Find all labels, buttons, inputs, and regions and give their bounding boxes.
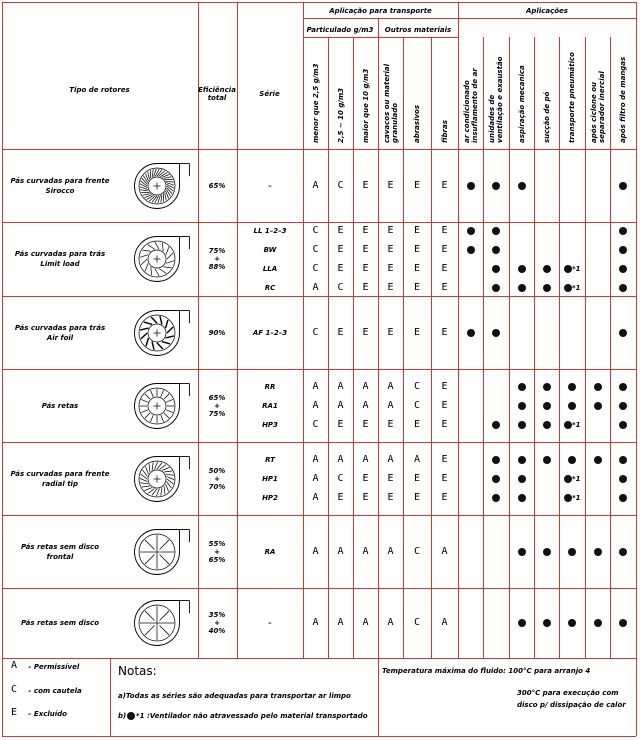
rating-letter: C — [312, 262, 319, 274]
rating-letter: C — [337, 281, 344, 293]
column-header: aspiração mecanica — [517, 65, 526, 143]
application-dot-icon — [619, 383, 627, 391]
rating-letter: E — [413, 491, 421, 503]
rating-letter: A — [312, 281, 319, 293]
rating-letter: C — [312, 418, 319, 430]
rating-letter: C — [413, 399, 421, 411]
rating-letter: A — [441, 617, 448, 628]
efficiency-text: 65% — [208, 393, 226, 402]
application-dot-icon — [619, 494, 627, 502]
rotor-type-sublabel: radial tip — [42, 479, 78, 488]
application-dot-icon — [518, 619, 526, 627]
application-dot-icon — [568, 619, 576, 627]
application-dot-icon — [518, 494, 526, 502]
rating-letter: E — [337, 491, 344, 503]
rotor-type-label: Pás retas — [41, 401, 79, 410]
application-dot-icon — [467, 182, 475, 190]
efficiency-text: 65% — [208, 181, 226, 190]
grid-line — [2, 222, 636, 223]
legend-letter-c: C — [10, 684, 18, 695]
efficiency-text: + — [214, 255, 220, 263]
header-aplicacoes: Aplicações — [526, 7, 568, 15]
rating-letter: E — [387, 262, 394, 274]
rotor-type-label: Pás curvadas para trás — [14, 323, 106, 332]
rating-letter: A — [387, 617, 394, 628]
rating-letter: E — [387, 281, 394, 293]
application-dot-icon — [492, 475, 500, 483]
temperature-line1: Temperatura máxima do fluido: 100°C para arranjo 4 — [382, 667, 591, 675]
application-dot-icon — [594, 402, 602, 410]
efficiency-text: + — [214, 619, 220, 627]
rating-letter: C — [337, 472, 344, 484]
efficiency-value — [198, 540, 236, 564]
application-mark: *1 — [572, 283, 581, 292]
column-header: transporte pneumático — [568, 52, 576, 143]
rotor-type-name — [4, 619, 116, 627]
application-dot-icon — [568, 548, 576, 556]
grid-line — [303, 37, 458, 38]
grid-line — [303, 2, 304, 658]
application-dot-icon — [619, 402, 627, 410]
rating-letter: E — [441, 281, 448, 293]
efficiency-text: 50% — [208, 466, 226, 475]
rotor-type-name — [4, 177, 116, 195]
efficiency-value — [198, 247, 236, 271]
grid-line — [2, 658, 636, 659]
rating-letter: A — [312, 399, 319, 411]
rating-letter: E — [413, 418, 421, 430]
legend-text-a: – Permissível — [28, 663, 80, 671]
application-dot-icon — [568, 402, 576, 410]
grid-line — [534, 37, 535, 658]
air-foil-rotor-icon — [121, 304, 193, 362]
efficiency-text: 55% — [208, 539, 226, 548]
rating-letter: A — [387, 399, 394, 411]
rating-letter: E — [387, 418, 394, 430]
application-dot-icon — [543, 284, 551, 292]
rating-letter: A — [362, 453, 369, 465]
efficiency-text: 75% — [208, 409, 226, 418]
grid-line — [431, 37, 432, 658]
application-dot-icon — [543, 421, 551, 429]
rating-letter: E — [362, 326, 369, 338]
application-mark: *1 — [572, 493, 581, 502]
notes-title: Notas: — [118, 664, 157, 678]
application-dot-icon — [568, 456, 576, 464]
grid-line — [2, 515, 636, 516]
application-dot-icon — [492, 284, 500, 292]
radial-tip-rotor-icon — [121, 450, 193, 508]
rating-letter: A — [312, 545, 319, 557]
grid-line — [2, 369, 636, 370]
application-dot-icon — [564, 475, 572, 483]
serie-label: LL 1–2–3 — [253, 226, 287, 235]
rating-letter: C — [413, 617, 421, 628]
rating-letter: E — [441, 453, 448, 465]
grid-line — [585, 37, 586, 658]
efficiency-text: + — [214, 547, 220, 556]
rating-letter: E — [441, 243, 448, 255]
rating-letter: E — [413, 262, 421, 274]
header-eficiencia: Eficiência total — [198, 86, 236, 102]
application-dot-icon — [543, 265, 551, 273]
application-dot-icon — [518, 475, 526, 483]
rating-letter: E — [362, 281, 369, 293]
rating-letter: A — [387, 545, 394, 557]
application-dot-icon — [518, 182, 526, 190]
application-dot-icon — [543, 456, 551, 464]
efficiency-value — [198, 182, 236, 190]
column-header: fibras — [440, 120, 449, 143]
notes-b-prefix: b) — [118, 712, 127, 720]
notes-dot-icon — [127, 712, 135, 720]
grid-line — [353, 37, 354, 658]
application-dot-icon — [619, 548, 627, 556]
column-header: abrasivos — [413, 104, 421, 143]
application-dot-icon — [568, 383, 576, 391]
rating-letter: A — [362, 380, 369, 392]
application-dot-icon — [564, 421, 572, 429]
grid-line — [2, 588, 636, 589]
rating-letter: E — [413, 224, 421, 236]
application-dot-icon — [619, 619, 627, 627]
rating-letter: E — [387, 243, 394, 255]
application-mark: *1 — [572, 474, 581, 483]
efficiency-text: 90% — [208, 328, 226, 337]
rating-letter: A — [312, 617, 319, 628]
rating-letter: E — [413, 281, 421, 293]
rating-letter: E — [441, 224, 448, 236]
column-header: maior que 10 g/m3 — [361, 68, 370, 143]
grid-line — [509, 37, 510, 658]
grid-line — [2, 149, 636, 150]
rating-letter: A — [337, 453, 344, 465]
grid-line — [2, 736, 636, 737]
application-dot-icon — [619, 329, 627, 337]
grid-line — [2, 2, 636, 3]
rating-letter: E — [362, 224, 369, 236]
notes-a: a)Todas as séries são adequadas para transportar ar limpo — [118, 692, 351, 700]
rating-letter: A — [337, 617, 344, 628]
serie-label: – — [268, 181, 272, 190]
rating-letter: A — [413, 453, 421, 465]
rotor-type-label: Pás retas sem disco — [20, 542, 100, 551]
grid-line — [378, 658, 379, 736]
rotor-type-label: Pás curvadas para frente — [10, 176, 110, 185]
efficiency-text: 88% — [208, 263, 226, 271]
grid-line — [2, 442, 636, 443]
rating-letter: E — [362, 491, 369, 503]
legend-text-e: – Excluído — [28, 710, 67, 718]
column-header: menor que 2,5 g/m3 — [311, 63, 320, 143]
application-mark: *1 — [572, 420, 581, 429]
application-mark: *1 — [572, 264, 581, 273]
rating-letter: E — [387, 326, 394, 338]
rotor-type-sublabel: Sirocco — [45, 186, 75, 195]
efficiency-value — [198, 329, 236, 337]
rating-letter: E — [441, 399, 448, 411]
rating-letter: E — [337, 243, 344, 255]
open-radial-rotor-icon — [121, 523, 193, 581]
efficiency-value — [198, 394, 236, 418]
rating-letter: E — [337, 224, 344, 236]
rating-letter: E — [441, 491, 448, 503]
rating-letter: E — [387, 224, 394, 236]
limit-load-rotor-icon — [121, 230, 193, 288]
header-serie: Série — [259, 90, 280, 98]
radial-blade-rotor-icon — [121, 377, 193, 435]
grid-line — [483, 37, 484, 658]
application-dot-icon — [518, 421, 526, 429]
application-dot-icon — [564, 265, 572, 273]
serie-label: BW — [263, 245, 277, 254]
header-particulado: Particulado g/m3 — [306, 26, 374, 34]
rating-letter: A — [387, 453, 394, 465]
application-dot-icon — [492, 494, 500, 502]
rating-letter: A — [441, 545, 448, 557]
rating-letter: E — [362, 418, 369, 430]
rotor-type-label: Pás retas sem disco — [20, 619, 100, 627]
column-header: ar condicionado — [462, 80, 471, 143]
column-header: após ciclone ou — [589, 81, 598, 143]
rating-letter: E — [387, 179, 394, 191]
efficiency-value — [198, 467, 236, 491]
application-dot-icon — [492, 265, 500, 273]
rating-letter: C — [312, 243, 319, 255]
rating-letter: E — [362, 262, 369, 274]
grid-line — [458, 2, 459, 658]
grid-line — [2, 296, 636, 297]
rating-letter: E — [337, 326, 344, 338]
legend-letter-a: A — [10, 660, 18, 671]
application-dot-icon — [619, 421, 627, 429]
efficiency-text: 35% — [208, 611, 226, 619]
rating-letter: A — [312, 179, 319, 191]
application-dot-icon — [518, 383, 526, 391]
serie-label: – — [268, 619, 272, 627]
rating-letter: C — [312, 224, 319, 236]
efficiency-text: 40% — [208, 627, 226, 635]
rating-letter: A — [362, 617, 369, 628]
column-header: granulado — [390, 102, 399, 143]
rating-letter: E — [337, 418, 344, 430]
rating-letter: E — [362, 179, 369, 191]
rating-letter: E — [441, 262, 448, 274]
rotor-type-label: Pás curvadas para frente — [10, 469, 110, 478]
application-dot-icon — [543, 383, 551, 391]
application-dot-icon — [619, 475, 627, 483]
application-dot-icon — [594, 619, 602, 627]
rotor-type-sublabel: frontal — [46, 552, 74, 561]
rotor-type-name — [4, 250, 116, 268]
application-dot-icon — [467, 227, 475, 235]
header-outros: Outros materiais — [384, 26, 452, 34]
temperature-line3: disco p/ dissipação de calor — [517, 701, 626, 709]
grid-line — [303, 18, 636, 19]
rating-letter: A — [362, 545, 369, 557]
efficiency-text: 70% — [208, 482, 226, 491]
application-dot-icon — [492, 456, 500, 464]
column-header: separador inercial — [597, 71, 606, 143]
rating-letter: E — [413, 243, 421, 255]
efficiency-text: + — [214, 474, 220, 483]
column-header: ventilação e exaustão — [496, 56, 504, 143]
application-dot-icon — [467, 246, 475, 254]
serie-label: RC — [264, 283, 276, 292]
rating-letter: C — [337, 179, 344, 191]
rotor-type-name — [4, 543, 116, 561]
sirocco-rotor-icon — [121, 157, 193, 215]
application-dot-icon — [492, 329, 500, 337]
header-tipo: Tipo de rotores — [69, 86, 130, 94]
application-dot-icon — [594, 456, 602, 464]
rating-letter: A — [312, 491, 319, 503]
serie-label: RA — [264, 547, 276, 556]
application-dot-icon — [619, 265, 627, 273]
grid-line — [610, 37, 611, 658]
application-dot-icon — [492, 182, 500, 190]
application-dot-icon — [564, 284, 572, 292]
serie-label: RA1 — [262, 401, 278, 410]
application-dot-icon — [619, 246, 627, 254]
rating-letter: E — [413, 179, 421, 191]
rotor-type-name — [4, 470, 116, 488]
application-dot-icon — [619, 227, 627, 235]
rating-letter: E — [441, 472, 448, 484]
serie-label: HP3 — [262, 420, 278, 429]
serie-label: HP2 — [262, 493, 278, 502]
grid-line — [378, 37, 379, 658]
rating-letter: C — [413, 545, 421, 557]
rating-letter: E — [441, 418, 448, 430]
rating-letter: E — [362, 243, 369, 255]
column-header: unidades de — [488, 94, 496, 143]
legend-letter-e: E — [10, 707, 18, 718]
grid-line — [328, 37, 329, 658]
rating-letter: E — [387, 491, 394, 503]
column-header: cavacos ou material — [382, 63, 391, 143]
application-dot-icon — [492, 227, 500, 235]
serie-label: LLA — [262, 264, 278, 273]
column-header: insuflamento de ar — [470, 68, 479, 143]
application-dot-icon — [492, 421, 500, 429]
rotor-type-sublabel: Limit load — [40, 260, 80, 268]
header-aplicacao-transporte: Aplicação para transporte — [329, 7, 432, 15]
rating-letter: E — [441, 326, 448, 338]
rating-letter: A — [312, 472, 319, 484]
grid-line — [636, 2, 637, 736]
rating-letter: A — [312, 453, 319, 465]
temperature-line2: 300°C para execução com — [517, 689, 619, 697]
application-dot-icon — [564, 494, 572, 502]
serie-label: RR — [264, 382, 276, 391]
application-dot-icon — [518, 402, 526, 410]
rotor-type-sublabel: Air foil — [46, 333, 74, 342]
efficiency-text: 65% — [208, 555, 226, 564]
paddle-wheel-rotor-icon — [121, 594, 193, 652]
rating-letter: A — [337, 545, 344, 557]
rating-letter: A — [362, 399, 369, 411]
rating-letter: A — [337, 380, 344, 392]
rating-letter: A — [312, 380, 319, 392]
application-dot-icon — [543, 619, 551, 627]
rotor-type-label: Pás curvadas para trás — [14, 250, 106, 258]
application-dot-icon — [543, 548, 551, 556]
application-dot-icon — [518, 265, 526, 273]
rating-letter: C — [413, 380, 421, 392]
rotor-type-name — [4, 402, 116, 410]
application-dot-icon — [619, 284, 627, 292]
efficiency-value — [198, 611, 236, 635]
rating-letter: E — [362, 472, 369, 484]
column-header: 2,5 ~ 10 g/m3 — [336, 87, 345, 143]
serie-label: RT — [265, 455, 275, 464]
rating-letter: E — [441, 179, 448, 191]
column-header: após filtro de mangas — [619, 56, 627, 143]
serie-label: HP1 — [262, 474, 278, 483]
rating-letter: E — [441, 380, 448, 392]
application-dot-icon — [467, 329, 475, 337]
application-dot-icon — [594, 548, 602, 556]
efficiency-text: + — [214, 401, 220, 410]
rotor-type-name — [4, 324, 116, 342]
application-dot-icon — [518, 456, 526, 464]
grid-line — [559, 37, 560, 658]
grid-line — [110, 658, 111, 736]
legend-text-c: – com cautela — [28, 687, 82, 695]
application-dot-icon — [543, 402, 551, 410]
application-dot-icon — [594, 383, 602, 391]
rating-letter: E — [413, 326, 421, 338]
rating-letter: A — [387, 380, 394, 392]
serie-label: AF 1–2–3 — [252, 328, 288, 337]
application-dot-icon — [492, 246, 500, 254]
application-dot-icon — [619, 456, 627, 464]
column-header: sucção de pó — [542, 91, 551, 143]
application-dot-icon — [518, 548, 526, 556]
rating-letter: E — [387, 472, 394, 484]
rating-letter: A — [337, 399, 344, 411]
efficiency-text: 75% — [208, 247, 226, 255]
rating-letter: E — [413, 472, 421, 484]
grid-line — [403, 37, 404, 658]
notes-b: *1 :Ventilador não atravessado pelo material transportado — [136, 712, 368, 720]
rating-letter: E — [337, 262, 344, 274]
rating-letter: C — [312, 326, 319, 338]
application-dot-icon — [619, 182, 627, 190]
application-dot-icon — [518, 284, 526, 292]
